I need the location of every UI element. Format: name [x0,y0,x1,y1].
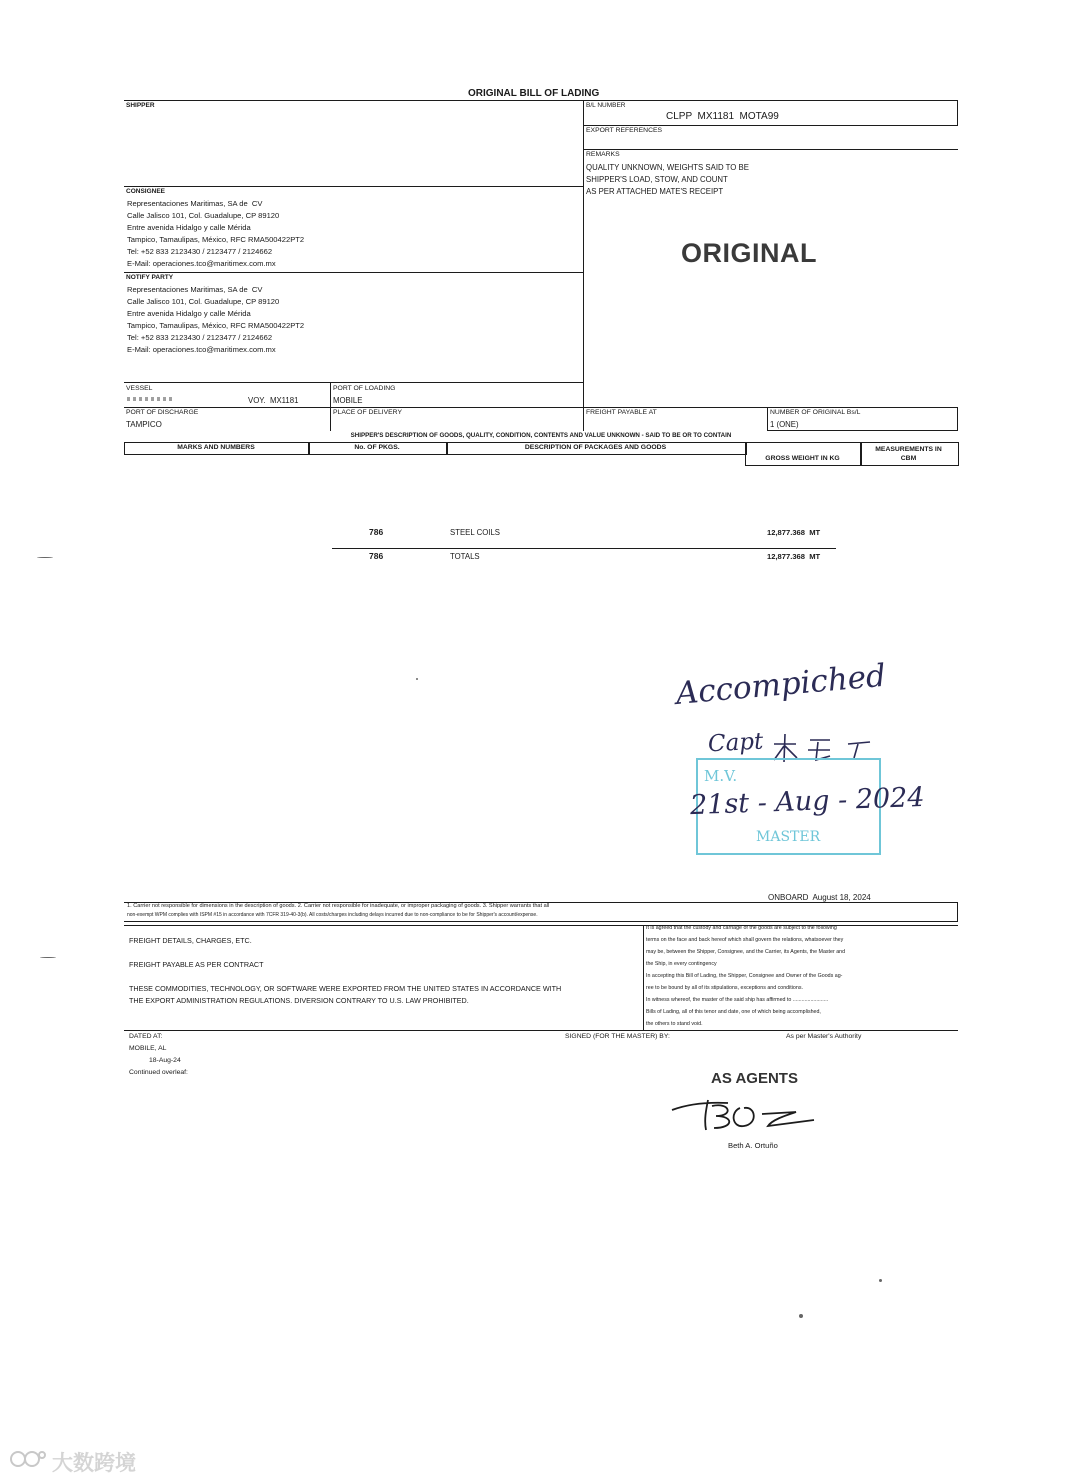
vessel-name-smudge [127,397,172,401]
discharge-right-frame [957,407,958,431]
goods-description-header: SHIPPER'S DESCRIPTION OF GOODS, QUALITY, CONDITION, CONTENTS AND VALUE UNKNOWN - SAID TO BE OR TO CONTAIN [350,432,732,439]
consignee-line-2: Calle Jalisco 101, Col. Guadalupe, CP 89120 [127,211,280,220]
handwritten-date: 21st - Aug - 2024 [689,781,926,822]
original-stamp-text: ORIGINAL [681,238,817,268]
master-authority: As per Master's Authority [786,1033,862,1040]
notify-line-2: Calle Jalisco 101, Col. Guadalupe, CP 89120 [127,297,280,306]
cargo-packages: 786 [369,527,384,537]
terms-line-9: the others to stand void. [646,1021,703,1027]
notify-party-label: NOTIFY PARTY [126,274,174,281]
top-rule [124,100,958,101]
description-header: DESCRIPTION OF PACKAGES AND GOODS [524,444,667,451]
dated-at-label: DATED AT: [129,1033,163,1040]
remarks-line-2: SHIPPER'S LOAD, STOW, AND COUNT [586,175,728,184]
consignee-line-1: Representaciones Maritimas, SA de CV [127,199,263,208]
terms-divider [643,925,644,1030]
export-references-label: EXPORT REFERENCES [586,127,663,134]
remarks-label: REMARKS [586,151,620,158]
number-of-original-bl-value: 1 (ONE) [770,420,799,429]
bl-number-value: CLPP MX1181 MOTA99 [666,111,779,122]
consignee-line-4: Tampico, Tamaulipas, México, RFC RMA500422PT2 [127,235,305,244]
terms-line-5: In accepting this Bill of Lading, the Shipper, Consignee and Owner of the Goods ag- [646,973,843,979]
cargo-weight: 12,877.368 MT [767,528,821,537]
freight-payable-contract: FREIGHT PAYABLE AS PER CONTRACT [129,960,264,969]
number-of-original-bl-label: NUMBER OF ORIGINAL Bs/L [770,409,861,416]
consignee-line-6: E-Mail: operaciones.tco@maritimex.com.mx [127,259,276,268]
watermark-text: 大数跨境 [52,1451,136,1475]
port-of-loading-value: MOBILE [333,396,363,405]
export-notice-line-1: THESE COMMODITIES, TECHNOLOGY, OR SOFTWARE WERE EXPORTED FROM THE UNITED STATES IN ACCORDANCE WITH [129,984,562,993]
consignee-line-5: Tel: +52 833 2123430 / 2123477 / 2124662 [127,247,273,256]
as-agents-label: AS AGENTS [711,1070,798,1087]
notify-line-4: Tampico, Tamaulipas, México, RFC RMA500422PT2 [127,321,305,330]
marks-header: MARKS AND NUMBERS [177,444,255,451]
port-of-loading-label: PORT OF LOADING [333,385,396,392]
carrier-note-bottom-rule [124,921,958,922]
scan-speck [40,957,56,958]
stamp-mv-text: M.V. [704,767,738,785]
freight-details-label: FREIGHT DETAILS, CHARGES, ETC. [129,936,252,945]
export-references-rule [583,149,958,150]
terms-line-3: may be, between the Shipper, Consignee, and the Carrier, its Agents, the Master and [646,949,846,955]
export-notice-line-2: THE EXPORT ADMINISTRATION REGULATIONS. DIVERSION CONTRARY TO U.S. LAW PROHIBITED. [129,996,469,1005]
notify-top-rule [124,272,584,273]
document-title: ORIGINAL BILL OF LADING [468,88,600,99]
original-bl-divider [767,407,768,431]
notify-line-5: Tel: +52 833 2123430 / 2123477 / 2124662 [127,333,273,342]
port-of-discharge-label: PORT OF DISCHARGE [126,409,199,416]
terms-line-7: In witness whereof, the master of the said ship has affirmed to ........................ [646,997,829,1003]
onboard-date: ONBOARD August 18, 2024 [768,893,871,902]
scan-speck [416,678,418,680]
carrier-note-line-1: 1. Carrier not responsible for dimensions in the description of goods. 2. Carrier not responsible for inadequate, or improper packaging of goods. 3. Shipper warrants that all [127,903,550,909]
bl-number-rule [583,125,958,126]
notify-line-3: Entre avenida Hidalgo y calle Mérida [127,309,251,318]
place-of-delivery-label: PLACE OF DELIVERY [333,409,403,416]
freight-at-divider [583,407,584,431]
discharge-top-rule [124,407,958,408]
dated-top-rule [124,1030,958,1031]
pkgs-header: No. OF PKGS. [354,444,400,451]
vessel-label: VESSEL [126,385,153,392]
remarks-line-3: AS PER ATTACHED MATE'S RECEIPT [586,187,724,196]
scan-speck [799,1314,803,1318]
dated-at-date: 18-Aug-24 [149,1057,181,1064]
terms-line-1: It is agreed that the custody and carriage of the goods are subject to the following [646,925,837,931]
totals-packages: 786 [369,551,384,561]
remarks-line-1: QUALITY UNKNOWN, WEIGHTS SAID TO BE [586,163,749,172]
port-of-discharge-value: TAMPICO [126,420,162,429]
consignee-line-3: Entre avenida Hidalgo y calle Mérida [127,223,251,232]
freight-payable-at-label: FREIGHT PAYABLE AT [586,409,657,416]
scan-speck [879,1279,882,1282]
terms-line-6: ree to be bound by all of its stipulations, exceptions and conditions. [646,985,803,991]
discharge-divider [330,407,331,431]
watermark-logo-icon [8,1445,48,1473]
terms-line-2: terms on the face and back hereof which shall govern the relations, whatsoever they [646,937,844,943]
bl-number-label: B/L NUMBER [586,102,626,109]
notify-line-1: Representaciones Maritimas, SA de CV [127,285,263,294]
totals-weight: 12,877.368 MT [767,552,821,561]
totals-rule [332,548,836,549]
gross-weight-header: GROSS WEIGHT IN KG [765,455,840,462]
handwritten-accomplished: Accompiched [674,657,888,712]
vessel-divider [330,382,331,408]
voyage-number: VOY. MX1181 [248,396,299,405]
signatory-name: Beth A. Ortuño [728,1141,778,1150]
continued-overleaf: Continued overleaf: [129,1069,188,1076]
terms-line-4: the Ship, in every contingency [646,961,717,967]
stamp-master-text: MASTER [756,829,821,845]
center-divider [583,100,584,407]
handwritten-captain: Capt [707,728,764,758]
carrier-note-line-2: non-exempt WPM complies with ISPM #15 in accordance with 7CFR 319-40-3(b). All costs/charges including delays incurred due to non-compliance to be for Shipper's account/expense. [127,912,538,918]
consignee-top-rule [124,186,584,187]
signed-for-master-label: SIGNED (FOR THE MASTER) BY: [565,1033,670,1040]
discharge-bottom-rule [767,430,958,431]
cargo-description: STEEL COILS [450,528,500,537]
right-frame [957,100,958,126]
vessel-top-rule [124,382,584,383]
dated-at-place: MOBILE, AL [129,1045,167,1052]
terms-line-8: Bills of Lading, all of this tenor and date, one of which being accomplished, [646,1009,821,1015]
consignee-label: CONSIGNEE [126,188,166,195]
carrier-note-right-frame [957,902,958,922]
scan-speck [37,557,53,558]
totals-label: TOTALS [450,552,480,561]
gross-weight-header-box [745,442,862,466]
measurements-header: MEASUREMENTS IN CBM [875,446,942,462]
agent-signature-icon [668,1094,822,1136]
notify-line-6: E-Mail: operaciones.tco@maritimex.com.mx [127,345,276,354]
shipper-label: SHIPPER [126,102,155,109]
